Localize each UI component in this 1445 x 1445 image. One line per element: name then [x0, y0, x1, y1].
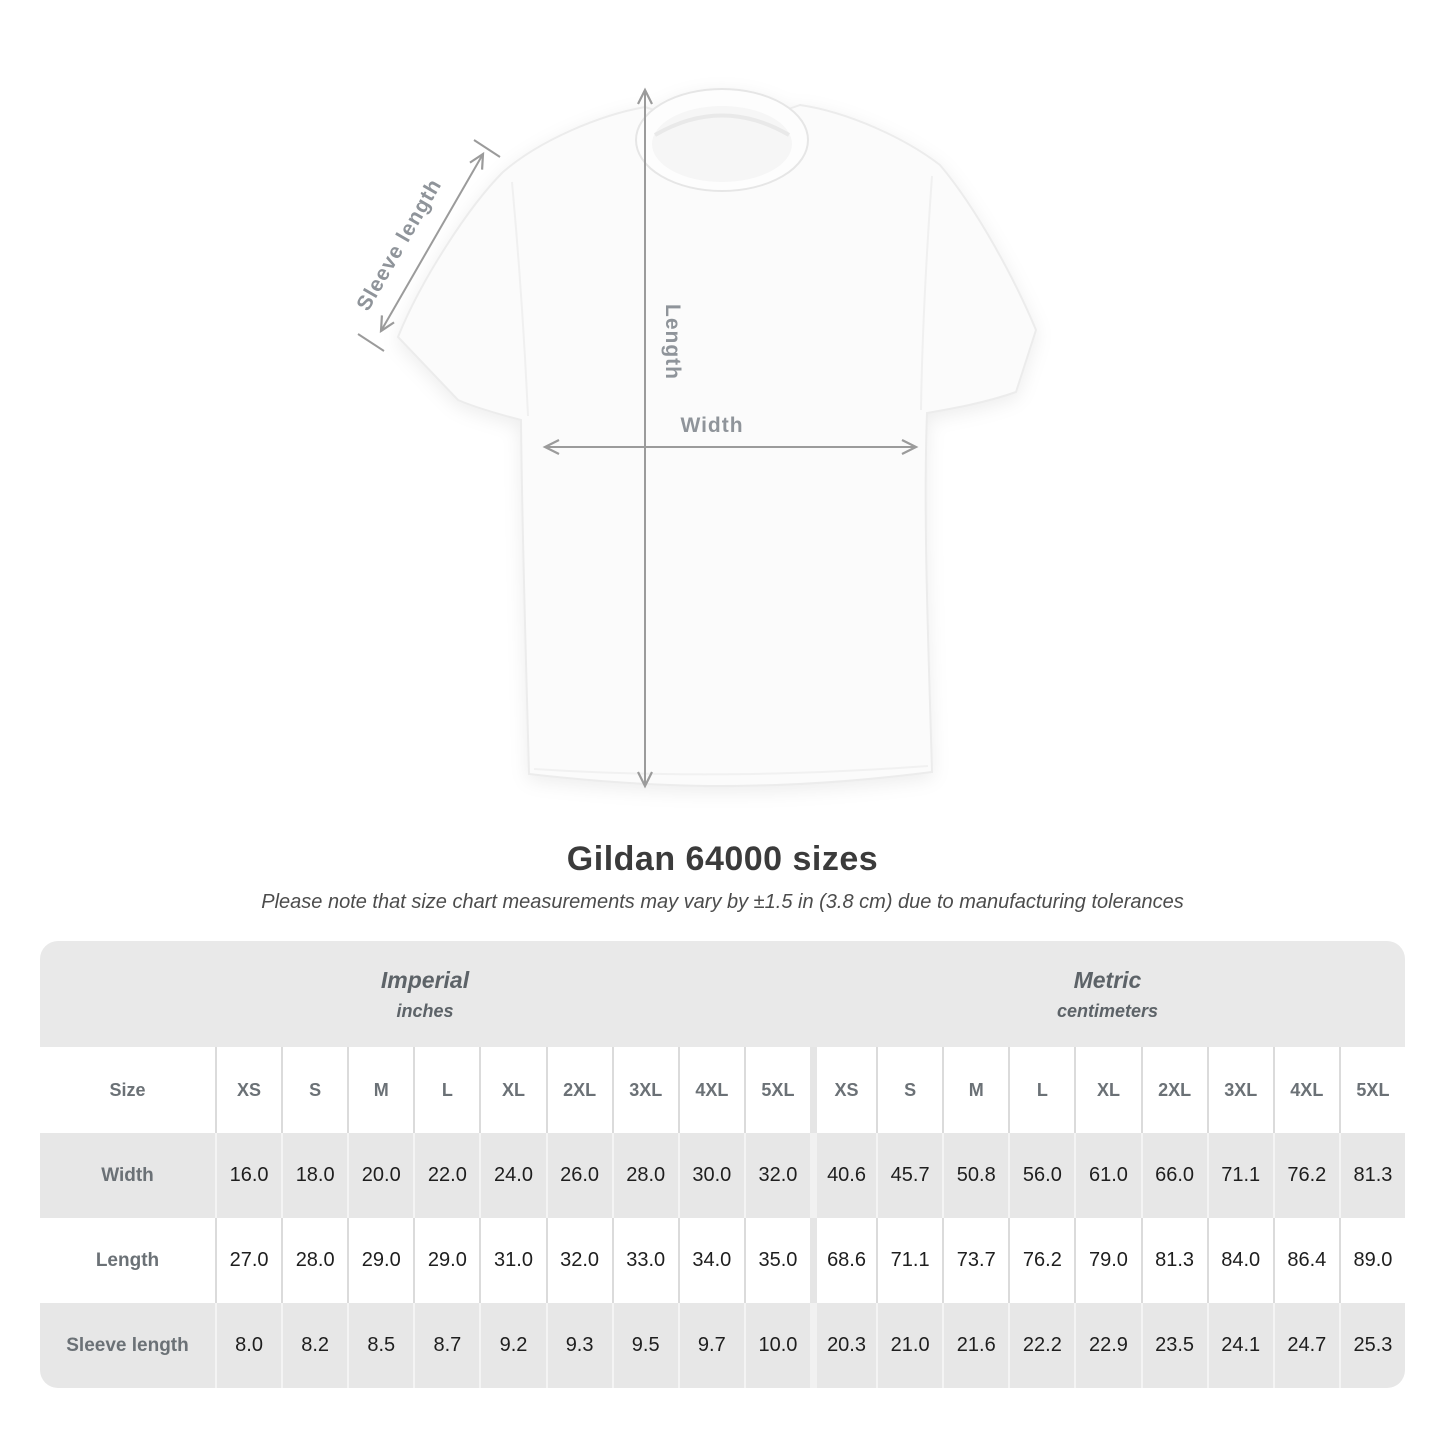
table-cell: 71.1: [876, 1218, 942, 1303]
table-cell: 71.1: [1207, 1133, 1273, 1218]
table-cell: 76.2: [1008, 1218, 1074, 1303]
size-col-header: XS: [215, 1047, 281, 1133]
size-col-header: 3XL: [1207, 1047, 1273, 1133]
table-cell: 40.6: [810, 1133, 876, 1218]
table-cell: 21.0: [876, 1303, 942, 1388]
table-cell: 8.5: [347, 1303, 413, 1388]
table-cell: 68.6: [810, 1218, 876, 1303]
table-cell: 18.0: [281, 1133, 347, 1218]
unit-group-metric: [810, 941, 1405, 1047]
table-cell: 35.0: [744, 1218, 810, 1303]
row-label: Length: [40, 1218, 215, 1303]
table-cell: 30.0: [678, 1133, 744, 1218]
table-cell: 50.8: [942, 1133, 1008, 1218]
size-col-header: L: [1008, 1047, 1074, 1133]
table-cell: 27.0: [215, 1218, 281, 1303]
size-col-header: 4XL: [1273, 1047, 1339, 1133]
size-col-header: XL: [479, 1047, 545, 1133]
table-cell: 9.3: [546, 1303, 612, 1388]
table-cell: 10.0: [744, 1303, 810, 1388]
metric-units-label: centimeters: [1056, 1000, 1159, 1021]
table-row-sleeve-length: [40, 1303, 1405, 1388]
table-cell: 84.0: [1207, 1218, 1273, 1303]
size-col-header: 4XL: [678, 1047, 744, 1133]
size-header-row: [40, 1047, 1405, 1133]
table-cell: 81.3: [1339, 1133, 1405, 1218]
table-cell: 9.5: [612, 1303, 678, 1388]
metric-label: Metric: [1073, 966, 1142, 993]
table-cell: 34.0: [678, 1218, 744, 1303]
table-cell: 56.0: [1008, 1133, 1074, 1218]
unit-group-imperial: [40, 941, 810, 1047]
table-cell: 8.2: [281, 1303, 347, 1388]
table-cell: 81.3: [1141, 1218, 1207, 1303]
tshirt-graphic: [398, 89, 1036, 786]
table-cell: 24.1: [1207, 1303, 1273, 1388]
imperial-label: Imperial: [380, 966, 470, 993]
table-cell: 20.3: [810, 1303, 876, 1388]
size-chart-table: [40, 941, 1405, 1388]
table-cell: 29.0: [413, 1218, 479, 1303]
table-cell: 21.6: [942, 1303, 1008, 1388]
size-col-header: 5XL: [744, 1047, 810, 1133]
table-cell: 26.0: [546, 1133, 612, 1218]
size-corner-header: Size: [40, 1047, 215, 1133]
table-cell: 22.0: [413, 1133, 479, 1218]
size-col-header: M: [942, 1047, 1008, 1133]
table-cell: 61.0: [1074, 1133, 1140, 1218]
table-cell: 86.4: [1273, 1218, 1339, 1303]
table-cell: 79.0: [1074, 1218, 1140, 1303]
size-col-header: XL: [1074, 1047, 1140, 1133]
table-cell: 66.0: [1141, 1133, 1207, 1218]
table-cell: 8.0: [215, 1303, 281, 1388]
sleeve-length-label: Sleeve length: [352, 174, 447, 315]
tshirt-body: [398, 105, 1036, 786]
size-table: [40, 941, 1405, 1388]
imperial-units-label: inches: [396, 1000, 454, 1021]
table-cell: 28.0: [612, 1133, 678, 1218]
size-col-header: XS: [810, 1047, 876, 1133]
table-cell: 24.7: [1273, 1303, 1339, 1388]
table-cell: 9.7: [678, 1303, 744, 1388]
table-cell: 16.0: [215, 1133, 281, 1218]
table-cell: 22.9: [1074, 1303, 1140, 1388]
table-cell: 45.7: [876, 1133, 942, 1218]
table-cell: 24.0: [479, 1133, 545, 1218]
unit-group-row: [40, 941, 1405, 1047]
size-col-header: L: [413, 1047, 479, 1133]
size-col-header: 3XL: [612, 1047, 678, 1133]
table-cell: 32.0: [546, 1218, 612, 1303]
table-cell: 73.7: [942, 1218, 1008, 1303]
size-col-header: M: [347, 1047, 413, 1133]
table-cell: 8.7: [413, 1303, 479, 1388]
table-cell: 9.2: [479, 1303, 545, 1388]
size-col-header: S: [876, 1047, 942, 1133]
width-label: Width: [680, 414, 744, 437]
table-row-length: [40, 1218, 1405, 1303]
table-cell: 31.0: [479, 1218, 545, 1303]
size-col-header: S: [281, 1047, 347, 1133]
table-row-width: [40, 1133, 1405, 1218]
table-cell: 76.2: [1273, 1133, 1339, 1218]
size-col-header: 2XL: [1141, 1047, 1207, 1133]
row-label: Width: [40, 1133, 215, 1218]
table-cell: 32.0: [744, 1133, 810, 1218]
table-cell: 33.0: [612, 1218, 678, 1303]
table-cell: 25.3: [1339, 1303, 1405, 1388]
page-title: Gildan 64000 sizes: [566, 840, 879, 878]
table-cell: 29.0: [347, 1218, 413, 1303]
length-label: Length: [661, 304, 684, 380]
table-cell: 89.0: [1339, 1218, 1405, 1303]
table-cell: 23.5: [1141, 1303, 1207, 1388]
table-cell: 20.0: [347, 1133, 413, 1218]
table-cell: 22.2: [1008, 1303, 1074, 1388]
table-cell: 28.0: [281, 1218, 347, 1303]
row-label: Sleeve length: [40, 1303, 215, 1388]
size-col-header: 2XL: [546, 1047, 612, 1133]
size-col-header: 5XL: [1339, 1047, 1405, 1133]
tolerance-note: Please note that size chart measurements may vary by ±1.5 in (3.8 cm) due to manufacturing tolerances: [261, 891, 1184, 913]
